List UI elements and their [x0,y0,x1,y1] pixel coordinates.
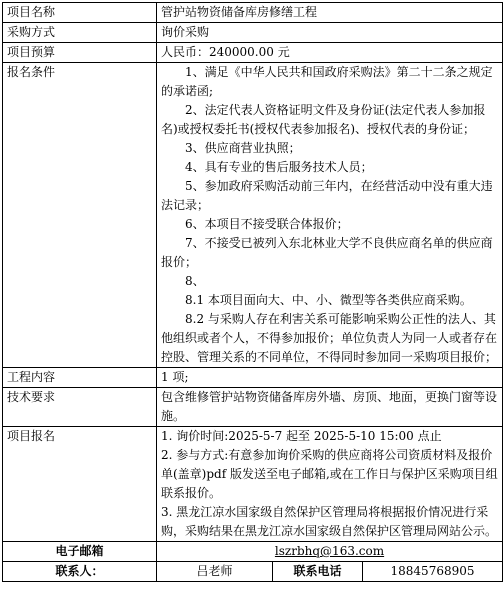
row-email [3,542,503,562]
tech-label: 技术要求 [3,388,157,427]
row-budget [3,43,503,63]
project-name-value: 管护站物资储备库房修缮工程 [157,3,503,23]
row-contact [3,562,503,582]
email-label: 电子邮箱 [3,542,157,562]
row-conditions [3,63,503,368]
project-name-label: 项目名称 [3,3,157,23]
registration-item: 1. 询价时间:2025-5-7 起至 2025-5-10 15:00 点止 [161,429,442,443]
phone-label: 联系电话 [273,562,363,582]
condition-item: 7、不接受已被列入东北林业大学不良供应商名单的供应商报价； [161,236,493,269]
registration-list [157,427,503,542]
tech-value: 包含维修管护站物资储备库房外墙、房顶、地面，更换门窗等设施。 [157,388,503,427]
email-link[interactable]: lszrbhq@163.com [274,544,385,558]
condition-item: 4、具有专业的售后服务技术人员； [185,160,373,174]
row-tech [3,388,503,427]
condition-item: 8、 [185,274,205,288]
contact-value: 吕老师 [157,562,273,582]
registration-label: 项目报名 [3,427,157,542]
quantity-label: 工程内容 [3,368,157,388]
registration-item: 2. 参与方式:有意参加询价采购的供应商将公司资质材料及报价单(盖章)pdf 版发送至电子邮箱,或在工作日与保护区采购项目组联系报价。 [161,448,498,500]
condition-item: 3、供应商营业执照； [185,141,301,155]
budget-label: 项目预算 [3,43,157,63]
condition-item: 8.1 本项目面向大、中、小、微型等各类供应商采购。 [185,293,472,307]
condition-item: 8.2 与采购人存在利害关系可能影响采购公正性的法人、其他组织或者个人，不得参加报价；单位负责人为同一人或者存在控股、管理关系的不同单位，不得同时参加同一采购项目报价； [161,312,498,364]
procurement-method-value: 询价采购 [157,23,503,43]
conditions-label: 报名条件 [3,63,157,368]
phone-value: 18845768905 [363,562,503,582]
registration-item: 3. 黑龙江凉水国家级自然保护区管理局将根据报价情况进行采购，采购结果在黑龙江凉水国家级自然保护区管理局网站公示。 [161,505,498,538]
condition-item: 1、满足《中华人民共和国政府采购法》第二十二条之规定的承诺函; [161,65,493,98]
row-registration [3,427,503,542]
email-cell [157,542,503,562]
budget-value: 人民币：240000.00 元 [157,43,503,63]
quantity-value: 1 项; [157,368,503,388]
notice-table [2,2,503,582]
row-project-name [3,3,503,23]
procurement-method-label: 采购方式 [3,23,157,43]
condition-item: 5、参加政府采购活动前三年内，在经营活动中没有重大违法记录； [161,179,493,212]
condition-item: 6、本项目不接受联合体报价； [185,217,349,231]
row-procurement-method [3,23,503,43]
procurement-notice [2,2,502,582]
contact-label: 联系人： [3,562,157,582]
condition-item: 2、法定代表人资格证明文件及身份证(法定代表人参加报名)或授权委托书(授权代表参加报名)、授权代表的身份证； [161,103,486,136]
conditions-list [157,63,503,368]
row-quantity [3,368,503,388]
